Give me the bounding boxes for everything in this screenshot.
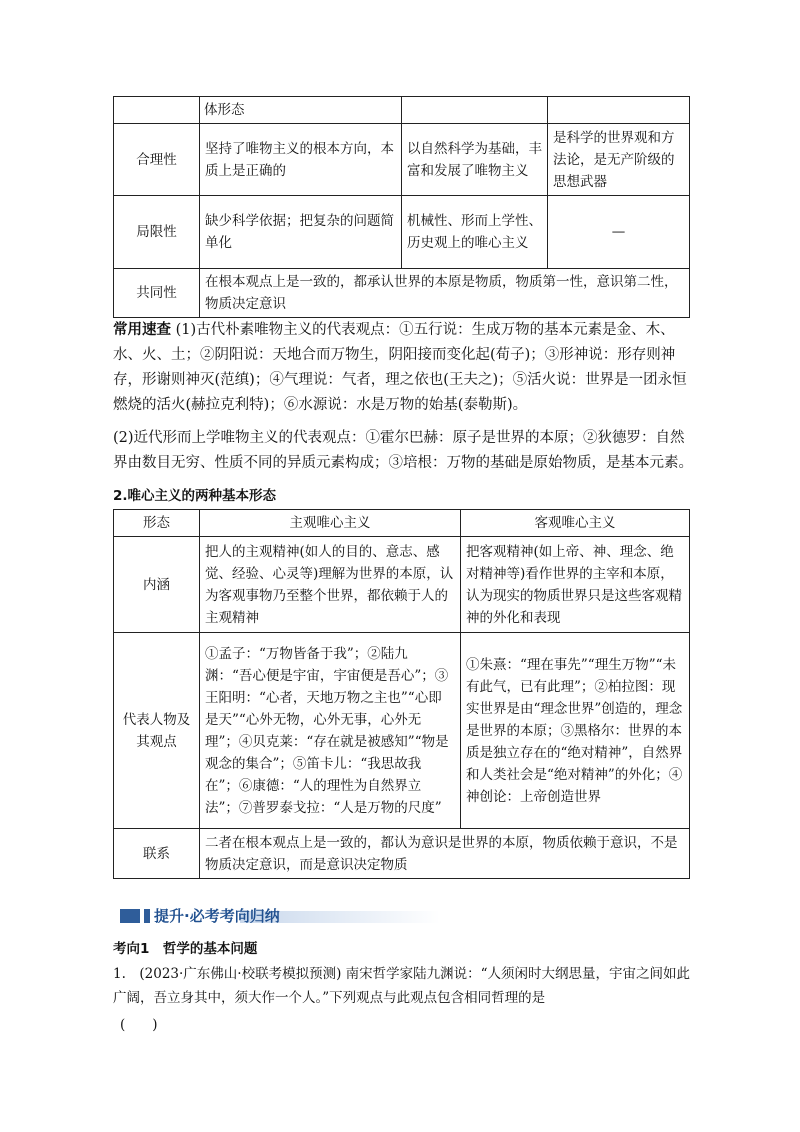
table-cell: 坚持了唯物主义的根本方向，本质上是正确的	[200, 124, 402, 196]
column-header: 形态	[114, 510, 200, 537]
speed-label: 常用速查	[113, 322, 171, 338]
row-header: 联系	[114, 829, 200, 879]
table-cell: 是科学的世界观和方法论，是无产阶级的思想武器	[548, 124, 690, 196]
answer-blank[interactable]: ( )	[120, 1017, 158, 1033]
table-header-row	[114, 510, 690, 537]
speed-reference-paragraph	[113, 318, 698, 418]
table-cell: 把人的主观精神(如人的目的、意志、感觉、经验、心灵等)理解为世界的本原，认为客观事物乃至整个世界，都依赖于人的主观精神	[200, 537, 461, 633]
kaoxiang-heading: 考向1 哲学的基本问题	[113, 941, 258, 957]
table-cell: ①朱熹：“理在事先”“理生万物”“未有此气，已有此理”；②柏拉图：现实世界是由“理念世界”创造的，理念是世界的本原；③黑格尔：世界的本质是独立存在的“绝对精神”，自然界和人类社会是“绝对精神”的外化；④神创论：上帝创造世界	[461, 633, 690, 829]
banner-bar-icon	[144, 909, 150, 923]
materialism-comparison-table	[113, 96, 690, 318]
section-banner	[120, 905, 590, 927]
banner-title: 提升·必考考向归纳	[154, 907, 280, 925]
row-header: 代表人物及其观点	[114, 633, 200, 829]
column-header: 主观唯心主义	[200, 510, 461, 537]
table-cell: 缺少科学依据；把复杂的问题简单化	[200, 196, 402, 269]
table-row	[114, 196, 690, 269]
question-1: 1. (2023·广东佛山·校联考模拟预测) 南宋哲学家陆九渊说：“人须闲时大纲思量，宇宙之间如此广阔，吾立身其中，须大作一个人。”下列观点与此观点包含相同哲理的是	[113, 966, 691, 1006]
table-cell: 体形态	[200, 97, 402, 124]
table-row	[114, 633, 690, 829]
table-row	[114, 97, 690, 124]
ancient-materialism-text: (1)古代朴素唯物主义的代表观点：①五行说：生成万物的基本元素是金、木、水、火、土；②阴阳说：天地合而万物生，阴阳接而变化起(荀子)；③形神说：形存则神存，形谢则神灭(范缜)；④气理说：气者，理之依也(王夫之)；⑤活火说：世界是一团永恒燃烧的活火(赫拉克利特)；⑥水源说：水是万物的始基(泰勒斯)。	[113, 322, 687, 413]
table-row	[114, 537, 690, 633]
row-header: 共同性	[114, 269, 200, 318]
table-row	[114, 124, 690, 196]
table-row	[114, 269, 690, 318]
section-heading: 2.唯心主义的两种基本形态	[113, 488, 277, 504]
banner-bar-icon	[120, 909, 140, 923]
table-cell: 以自然科学为基础，丰富和发展了唯物主义	[402, 124, 548, 196]
table-cell: —	[548, 196, 690, 269]
table-cell	[402, 97, 548, 124]
table-cell	[114, 97, 200, 124]
row-header: 局限性	[114, 196, 200, 269]
table-row	[114, 829, 690, 879]
merged-cell: 二者在根本观点上是一致的，都认为意识是世界的本原，物质依赖于意识，不是物质决定意识，而是意识决定物质	[200, 829, 690, 879]
modern-materialism-paragraph: (2)近代形而上学唯物主义的代表观点：①霍尔巴赫：原子是世界的本原；②狄德罗：自然界由数目无穷、性质不同的异质元素构成；③培根：万物的基础是原始物质，是基本元素。	[113, 430, 693, 471]
idealism-comparison-table	[113, 509, 690, 879]
table-cell	[548, 97, 690, 124]
merged-cell: 在根本观点上是一致的，都承认世界的本原是物质，物质第一性，意识第二性，物质决定意识	[200, 269, 690, 318]
column-header: 客观唯心主义	[461, 510, 690, 537]
row-header: 合理性	[114, 124, 200, 196]
table-cell: 机械性、形而上学性、历史观上的唯心主义	[402, 196, 548, 269]
table-cell: ①孟子：“万物皆备于我”；②陆九渊：“吾心便是宇宙，宇宙便是吾心”；③王阳明：“心者，天地万物之主也”“心即是天”“心外无物，心外无事，心外无理”；④贝克莱：“存在就是被感知”“物是观念的集合”；⑤笛卡儿：“我思故我在”；⑥康德：“人的理性为自然界立法”；⑦普罗泰戈拉：“人是万物的尺度”	[200, 633, 461, 829]
table-cell: 把客观精神(如上帝、神、理念、绝对精神等)看作世界的主宰和本原，认为现实的物质世界只是这些客观精神的外化和表现	[461, 537, 690, 633]
row-header: 内涵	[114, 537, 200, 633]
